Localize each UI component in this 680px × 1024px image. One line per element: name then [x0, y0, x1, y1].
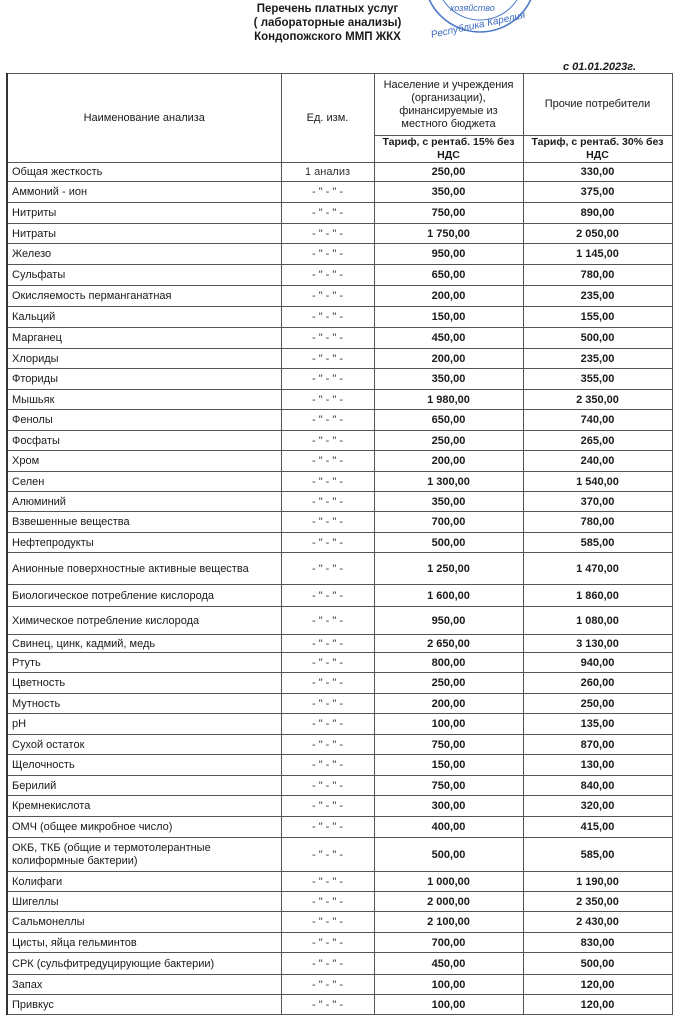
tariff-budget: 350,00 [374, 369, 523, 390]
tariff-other: 2 350,00 [523, 390, 672, 410]
tariff-budget: 100,00 [374, 975, 523, 995]
tariff-other: 240,00 [523, 451, 672, 472]
table-row [7, 912, 672, 933]
unit: - " - " - [281, 224, 374, 244]
table-row [7, 755, 672, 776]
table-row [7, 995, 672, 1015]
tariff-budget: 450,00 [374, 953, 523, 975]
tariff-budget: 2 000,00 [374, 892, 523, 912]
price-table [6, 73, 673, 1015]
table-row [7, 653, 672, 673]
tariff-other: 120,00 [523, 995, 672, 1015]
tariff-other: 120,00 [523, 975, 672, 995]
tariff-other: 585,00 [523, 838, 672, 872]
tariff-other: 870,00 [523, 735, 672, 755]
tariff-budget: 250,00 [374, 673, 523, 694]
tariff-budget: 250,00 [374, 431, 523, 451]
table-row [7, 472, 672, 492]
tariff-budget: 1 000,00 [374, 872, 523, 892]
col-header-group1: Население и учреждения (организации), финансируемые из местного бюджета [374, 74, 523, 136]
unit: - " - " - [281, 349, 374, 369]
table-row [7, 533, 672, 553]
analysis-name: Берилий [7, 776, 281, 796]
tariff-budget: 1 600,00 [374, 585, 523, 607]
title-line-3: Кондопожского ММП ЖКХ [254, 31, 401, 43]
unit: 1 анализ [281, 163, 374, 182]
tariff-budget: 350,00 [374, 492, 523, 512]
title-line-2: ( лабораторные анализы) [253, 17, 402, 29]
analysis-name: Нитриты [7, 203, 281, 224]
table-row [7, 817, 672, 838]
tariff-budget: 1 250,00 [374, 553, 523, 585]
analysis-name: Химическое потребление кислорода [7, 607, 281, 635]
unit: - " - " - [281, 533, 374, 553]
unit: - " - " - [281, 653, 374, 673]
effective-date: с 01.01.2023г. [562, 61, 636, 73]
col-header-name: Наименование анализа [7, 74, 281, 163]
analysis-name: Анионные поверхностные активные вещества [7, 553, 281, 585]
table-row [7, 776, 672, 796]
unit: - " - " - [281, 817, 374, 838]
table-row [7, 953, 672, 975]
table-row [7, 735, 672, 755]
tariff-budget: 300,00 [374, 796, 523, 817]
table-row [7, 431, 672, 451]
analysis-name: Алюминий [7, 492, 281, 512]
analysis-name: Запах [7, 975, 281, 995]
table-row [7, 694, 672, 714]
tariff-budget: 750,00 [374, 203, 523, 224]
unit: - " - " - [281, 796, 374, 817]
table-row [7, 451, 672, 472]
tariff-budget: 200,00 [374, 694, 523, 714]
table-row [7, 635, 672, 653]
tariff-other: 2 430,00 [523, 912, 672, 933]
tariff-other: 135,00 [523, 714, 672, 735]
unit: - " - " - [281, 553, 374, 585]
tariff-other: 500,00 [523, 328, 672, 349]
unit: - " - " - [281, 265, 374, 286]
unit: - " - " - [281, 975, 374, 995]
analysis-name: Сульфаты [7, 265, 281, 286]
tariff-other: 1 540,00 [523, 472, 672, 492]
tariff-budget: 200,00 [374, 286, 523, 307]
table-row [7, 369, 672, 390]
tariff-other: 250,00 [523, 694, 672, 714]
unit: - " - " - [281, 735, 374, 755]
analysis-name: Нитраты [7, 224, 281, 244]
col-header-unit: Ед. изм. [281, 74, 374, 163]
analysis-name: ОКБ, ТКБ (общие и термотолерантные колиформные бактерии) [7, 838, 281, 872]
tariff-other: 320,00 [523, 796, 672, 817]
unit: - " - " - [281, 472, 374, 492]
table-row [7, 975, 672, 995]
unit: - " - " - [281, 995, 374, 1015]
table-row [7, 410, 672, 431]
tariff-other: 155,00 [523, 307, 672, 328]
table-row [7, 933, 672, 953]
unit: - " - " - [281, 755, 374, 776]
tariff-budget: 250,00 [374, 163, 523, 182]
unit: - " - " - [281, 912, 374, 933]
tariff-budget: 1 980,00 [374, 390, 523, 410]
table-row [7, 714, 672, 735]
unit: - " - " - [281, 328, 374, 349]
table-row [7, 203, 672, 224]
tariff-budget: 400,00 [374, 817, 523, 838]
tariff-budget: 650,00 [374, 410, 523, 431]
tariff-budget: 500,00 [374, 838, 523, 872]
tariff-other: 370,00 [523, 492, 672, 512]
tariff-other: 940,00 [523, 653, 672, 673]
unit: - " - " - [281, 714, 374, 735]
analysis-name: Цисты, яйца гельминтов [7, 933, 281, 953]
table-row [7, 286, 672, 307]
tariff-budget: 950,00 [374, 607, 523, 635]
tariff-budget: 200,00 [374, 349, 523, 369]
analysis-name: Аммоний - ион [7, 182, 281, 203]
tariff-other: 130,00 [523, 755, 672, 776]
unit: - " - " - [281, 673, 374, 694]
table-row [7, 838, 672, 872]
analysis-name: Марганец [7, 328, 281, 349]
analysis-name: Мутность [7, 694, 281, 714]
tariff-other: 1 190,00 [523, 872, 672, 892]
tariff-budget: 700,00 [374, 512, 523, 533]
unit: - " - " - [281, 182, 374, 203]
tariff-other: 3 130,00 [523, 635, 672, 653]
table-row [7, 163, 672, 182]
title-line-1: Перечень платных услуг [256, 3, 399, 15]
table-row [7, 224, 672, 244]
tariff-other: 830,00 [523, 933, 672, 953]
analysis-name: Хлориды [7, 349, 281, 369]
tariff-budget: 500,00 [374, 533, 523, 553]
analysis-name: Цветность [7, 673, 281, 694]
unit: - " - " - [281, 431, 374, 451]
analysis-name: Нефтепродукты [7, 533, 281, 553]
tariff-budget: 800,00 [374, 653, 523, 673]
analysis-name: Фенолы [7, 410, 281, 431]
analysis-name: Привкус [7, 995, 281, 1015]
unit: - " - " - [281, 933, 374, 953]
table-row [7, 796, 672, 817]
unit: - " - " - [281, 694, 374, 714]
tariff-other: 260,00 [523, 673, 672, 694]
table-row [7, 492, 672, 512]
analysis-name: Мышьяк [7, 390, 281, 410]
unit: - " - " - [281, 390, 374, 410]
analysis-name: Кальций [7, 307, 281, 328]
tariff-budget: 200,00 [374, 451, 523, 472]
tariff-budget: 650,00 [374, 265, 523, 286]
table-row [7, 872, 672, 892]
tariff-other: 265,00 [523, 431, 672, 451]
tariff-budget: 750,00 [374, 735, 523, 755]
unit: - " - " - [281, 585, 374, 607]
tariff-other: 1 860,00 [523, 585, 672, 607]
analysis-name: Общая жесткость [7, 163, 281, 182]
unit: - " - " - [281, 286, 374, 307]
analysis-name: Колифаги [7, 872, 281, 892]
analysis-name: Хром [7, 451, 281, 472]
tariff-other: 840,00 [523, 776, 672, 796]
analysis-name: Шигеллы [7, 892, 281, 912]
unit: - " - " - [281, 953, 374, 975]
tariff-other: 355,00 [523, 369, 672, 390]
unit: - " - " - [281, 244, 374, 265]
tariff-budget: 700,00 [374, 933, 523, 953]
tariff-budget: 100,00 [374, 995, 523, 1015]
tariff-budget: 2 100,00 [374, 912, 523, 933]
analysis-name: Щелочность [7, 755, 281, 776]
unit: - " - " - [281, 492, 374, 512]
analysis-name: Биологическое потребление кислорода [7, 585, 281, 607]
unit: - " - " - [281, 607, 374, 635]
tariff-other: 585,00 [523, 533, 672, 553]
unit: - " - " - [281, 307, 374, 328]
stamp-text-bottom: Республика Карелия [429, 10, 527, 41]
table-row [7, 307, 672, 328]
tariff-budget: 450,00 [374, 328, 523, 349]
table-row [7, 585, 672, 607]
analysis-name: ОМЧ (общее микробное число) [7, 817, 281, 838]
tariff-budget: 350,00 [374, 182, 523, 203]
analysis-name: Железо [7, 244, 281, 265]
analysis-name: Кремнекислота [7, 796, 281, 817]
tariff-other: 2 350,00 [523, 892, 672, 912]
analysis-name: Сухой остаток [7, 735, 281, 755]
tariff-budget: 150,00 [374, 755, 523, 776]
unit: - " - " - [281, 512, 374, 533]
tariff-other: 890,00 [523, 203, 672, 224]
tariff-other: 330,00 [523, 163, 672, 182]
analysis-name: Фосфаты [7, 431, 281, 451]
tariff-budget: 1 750,00 [374, 224, 523, 244]
table-row [7, 390, 672, 410]
tariff-other: 500,00 [523, 953, 672, 975]
tariff-other: 1 080,00 [523, 607, 672, 635]
tariff-other: 375,00 [523, 182, 672, 203]
tariff-budget: 750,00 [374, 776, 523, 796]
unit: - " - " - [281, 369, 374, 390]
analysis-name: pH [7, 714, 281, 735]
price-table-body [7, 163, 672, 1015]
analysis-name: Окисляемость перманганатная [7, 286, 281, 307]
table-row [7, 182, 672, 203]
analysis-name: Взвешенные вещества [7, 512, 281, 533]
tariff-budget: 950,00 [374, 244, 523, 265]
tariff-other: 780,00 [523, 265, 672, 286]
analysis-name: Фториды [7, 369, 281, 390]
col-header-group2: Прочие потребители [523, 74, 672, 136]
analysis-name: Сальмонеллы [7, 912, 281, 933]
col-header-tariff2: Тариф, с рентаб. 30% без НДС [523, 136, 672, 163]
unit: - " - " - [281, 838, 374, 872]
tariff-budget: 150,00 [374, 307, 523, 328]
tariff-other: 235,00 [523, 286, 672, 307]
analysis-name: Селен [7, 472, 281, 492]
table-row [7, 244, 672, 265]
tariff-other: 740,00 [523, 410, 672, 431]
unit: - " - " - [281, 451, 374, 472]
unit: - " - " - [281, 203, 374, 224]
analysis-name: Ртуть [7, 653, 281, 673]
tariff-budget: 100,00 [374, 714, 523, 735]
tariff-budget: 2 650,00 [374, 635, 523, 653]
table-row [7, 673, 672, 694]
tariff-other: 235,00 [523, 349, 672, 369]
analysis-name: Свинец, цинк, кадмий, медь [7, 635, 281, 653]
tariff-other: 1 470,00 [523, 553, 672, 585]
table-row [7, 328, 672, 349]
table-row [7, 349, 672, 369]
unit: - " - " - [281, 872, 374, 892]
stamp-text-top: хозяйство [450, 3, 495, 13]
tariff-budget: 1 300,00 [374, 472, 523, 492]
table-row [7, 607, 672, 635]
analysis-name: СРК (сульфитредуцирующие бактерии) [7, 953, 281, 975]
table-row [7, 553, 672, 585]
tariff-other: 2 050,00 [523, 224, 672, 244]
unit: - " - " - [281, 635, 374, 653]
table-row [7, 892, 672, 912]
unit: - " - " - [281, 776, 374, 796]
table-row [7, 512, 672, 533]
unit: - " - " - [281, 892, 374, 912]
col-header-tariff1: Тариф, с рентаб. 15% без НДС [374, 136, 523, 163]
table-row [7, 265, 672, 286]
tariff-other: 780,00 [523, 512, 672, 533]
tariff-other: 1 145,00 [523, 244, 672, 265]
unit: - " - " - [281, 410, 374, 431]
tariff-other: 415,00 [523, 817, 672, 838]
